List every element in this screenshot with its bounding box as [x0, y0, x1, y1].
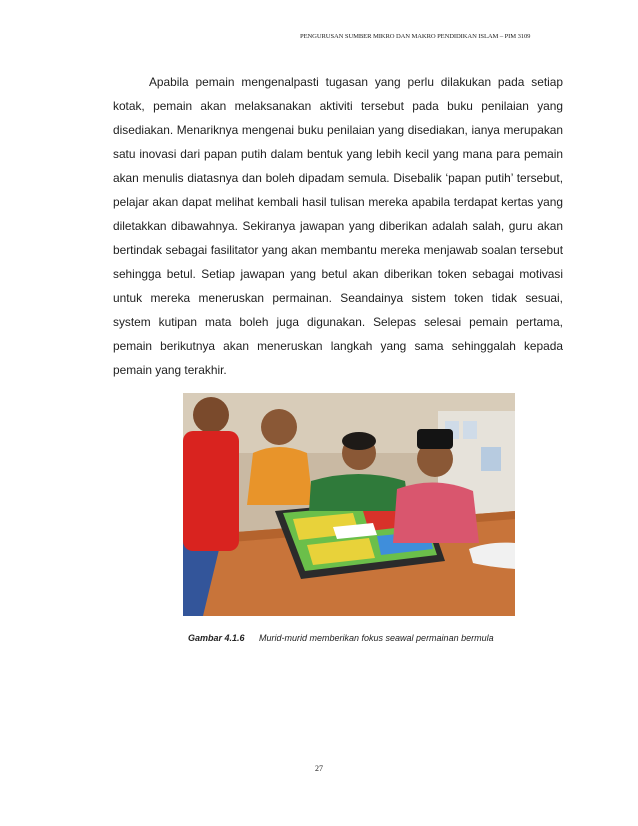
page-number: 27	[315, 764, 323, 773]
figure-caption-text: Murid-murid memberikan fokus seawal permainan bermula	[259, 633, 494, 643]
body-paragraph: Apabila pemain mengenalpasti tugasan yang perlu dilakukan pada setiap kotak, pemain akan melaksanakan aktiviti tersebut pada buku penilaian yang disediakan. Menariknya mengenai buku penilaian yang disediakan, ianya merupakan satu inovasi dari papan putih dalam bentuk yang lebih kecil yang mana para pemain akan menulis diatasnya dan boleh dipadam semula. Disebalik ‘papan putih’ tersebut, pelajar akan dapat melihat kembali hasil tulisan mereka apabila terdapat kertas yang diletakkan dibawahnya. Sekiranya jawapan yang diberikan adalah salah, guru akan bertindak sebagai fasilitator yang akan membantu mereka menjawab soalan tersebut sehingga betul. Setiap jawapan yang betul akan diberikan token sebagai motivasi untuk mereka meneruskan permainan. Seandainya sistem token tidak sesuai, system kutipan mata boleh juga digunakan. Selepas selesai pemain pertama, pemain berikutnya akan meneruskan langkah yang sama sehinggalah kepada pemain yang terakhir.	[113, 75, 563, 377]
figure-photo	[183, 393, 515, 616]
figure-label: Gambar 4.1.6	[188, 633, 245, 643]
classroom-photo	[183, 393, 515, 616]
running-header: PENGURUSAN SUMBER MIKRO DAN MAKRO PENDIDIKAN ISLAM – PIM 3109	[300, 33, 531, 40]
